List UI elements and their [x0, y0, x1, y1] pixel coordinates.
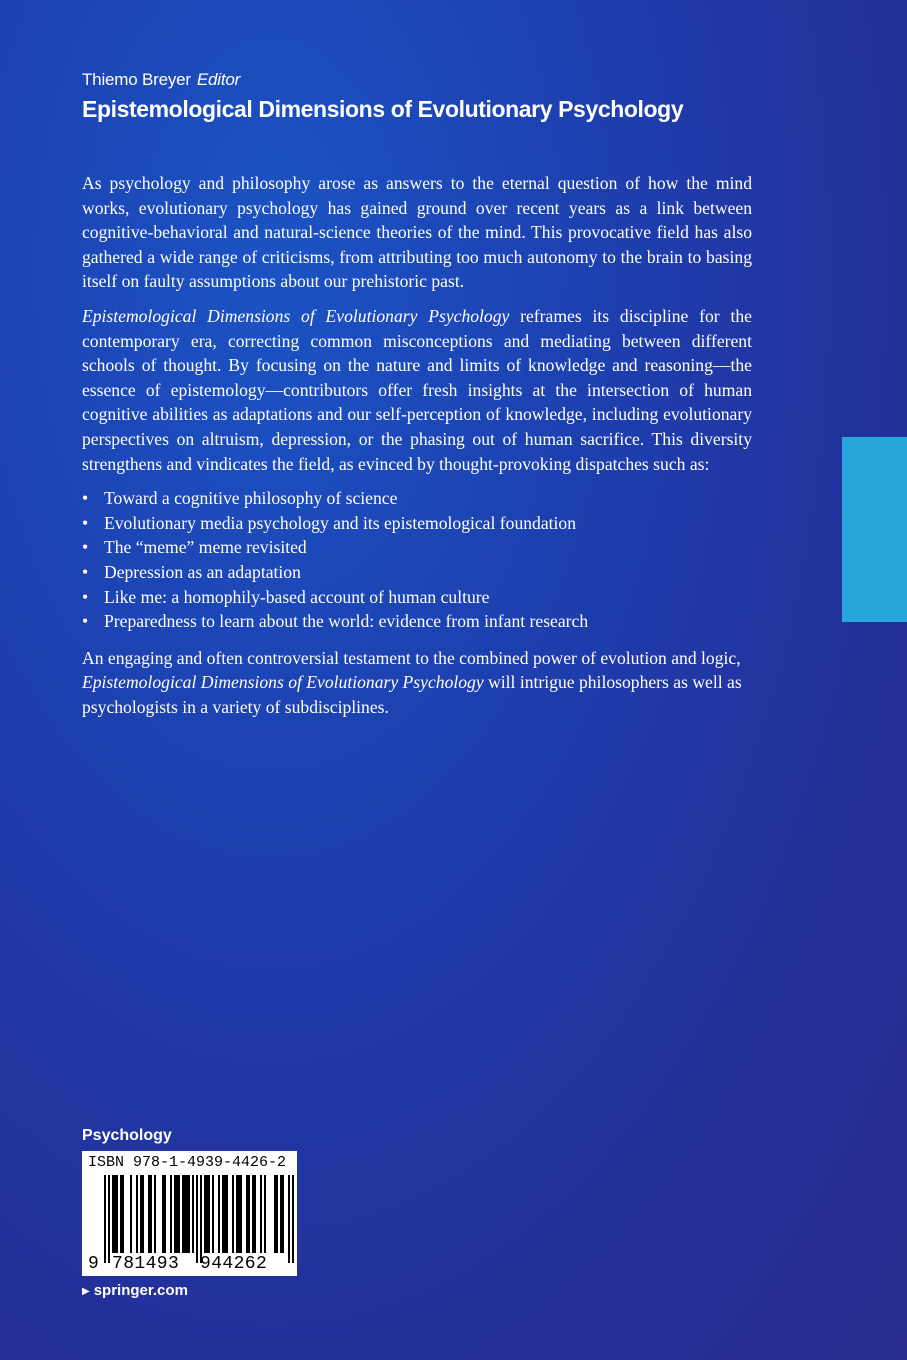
- barcode-bar: [254, 1175, 256, 1253]
- blurb-paragraph-3: [82, 646, 752, 720]
- barcode-bar: [170, 1175, 172, 1253]
- barcode-bar: [130, 1175, 132, 1253]
- barcode-digit-first: 9: [88, 1254, 99, 1274]
- bullet-dot: •: [82, 512, 89, 533]
- barcode-bar: [116, 1175, 118, 1253]
- barcode-bar: [232, 1175, 234, 1253]
- barcode-bar: [154, 1175, 156, 1253]
- barcode-bar: [260, 1175, 262, 1253]
- barcode-bar: [200, 1175, 202, 1263]
- bullet-text: Like me: a homophily-based account of human culture: [104, 586, 490, 607]
- barcode-bar: [204, 1175, 206, 1253]
- barcode-bar: [192, 1175, 194, 1253]
- barcode-bar: [226, 1175, 228, 1253]
- barcode-bar: [196, 1175, 198, 1263]
- barcode-bar: [142, 1175, 144, 1253]
- barcode-digit-group-1: 781493: [112, 1254, 180, 1274]
- barcode-bar: [240, 1175, 242, 1253]
- website-url: springer.com: [93, 1282, 188, 1299]
- barcode-bar: [186, 1175, 188, 1253]
- barcode-bar: [150, 1175, 152, 1253]
- isbn-label: ISBN 978-1-4939-4426-2: [88, 1154, 287, 1171]
- bullet-dot: •: [82, 611, 89, 632]
- barcode-bar: [114, 1175, 116, 1253]
- barcode-bar: [208, 1175, 210, 1253]
- barcode-bar: [246, 1175, 248, 1253]
- bullet-item: [82, 511, 752, 536]
- bullet-dot: •: [82, 488, 89, 509]
- isbn-barcode: [82, 1151, 297, 1276]
- barcode-bar: [236, 1175, 238, 1253]
- blurb-paragraph-2: [82, 304, 752, 476]
- arrow-right-icon: ▶: [82, 1286, 90, 1297]
- bullet-text: Depression as an adaptation: [104, 561, 301, 582]
- barcode-bar: [162, 1175, 164, 1253]
- barcode-bar: [182, 1175, 184, 1253]
- side-color-tab: [842, 437, 907, 622]
- barcode-bar: [292, 1175, 294, 1263]
- barcode-bar: [264, 1175, 266, 1253]
- bullet-text: Toward a cognitive philosophy of science: [104, 488, 398, 509]
- barcode-bar: [104, 1175, 106, 1263]
- bullet-dot: •: [82, 561, 89, 582]
- bullet-item: [82, 585, 752, 610]
- barcode-bar: [274, 1175, 276, 1253]
- barcode-bar: [122, 1175, 124, 1253]
- barcode-bar: [238, 1175, 240, 1253]
- editor-name: Thiemo Breyer: [82, 70, 191, 89]
- blurb-paragraph-3-end: will intrigue philosophers as well as psychologists in a variety of subdisciplines.: [82, 672, 742, 717]
- barcode-bar: [248, 1175, 250, 1253]
- barcode-bar: [212, 1175, 214, 1253]
- barcode-digit-group-2: 944262: [200, 1254, 268, 1274]
- barcode-bar: [222, 1175, 224, 1253]
- bullet-text: The “meme” meme revisited: [104, 537, 307, 558]
- barcode-bar: [174, 1175, 176, 1253]
- barcode-bar: [140, 1175, 142, 1253]
- barcode-bar: [148, 1175, 150, 1253]
- blurb-paragraph-1: As psychology and philosophy arose as answers to the eternal question of how the mind works, evolutionary psychology has gained ground over recent years as a link between cognitive-behavioral and natural-science theories of the mind. This provocative field has also gathered a wide range of criticisms, from attributing too much autonomy to the brain to basing itself on faulty assumptions about our prehistoric past.: [82, 173, 752, 292]
- barcode-bar: [178, 1175, 180, 1253]
- barcode-bar: [120, 1175, 122, 1253]
- blurb-paragraph-3-title: Epistemological Dimensions of Evolutionary Psychology: [82, 672, 484, 693]
- blurb: [82, 171, 752, 729]
- blurb-paragraph-2-text: reframes its discipline for the contemporary era, correcting common misconceptions and mediating between different schools of thought. By focusing on the nature and limits of knowledge and reasoning—the essence of epistemology—contributors offer fresh insights at the intersection of human cognitive abilities as adaptations and our self-perception of knowledge, including evolutionary perspectives on altruism, depression, or the phasing out of human sacrifice. This diversity strengthens and vindicates the field, as evinced by thought-provoking dispatches such as:: [82, 305, 752, 474]
- barcode-bar: [276, 1175, 278, 1253]
- barcode-bar: [184, 1175, 186, 1253]
- barcode-bar: [218, 1175, 220, 1253]
- barcode-bar: [108, 1175, 110, 1263]
- barcode-bar: [252, 1175, 254, 1253]
- bullet-dot: •: [82, 537, 89, 558]
- book-title: Epistemological Dimensions of Evolutionary Psychology: [82, 96, 684, 122]
- blurb-paragraph-3-lead: An engaging and often controversial testament to the combined power of evolution and logic,: [82, 647, 741, 668]
- bullet-text: Preparedness to learn about the world: evidence from infant research: [104, 611, 589, 632]
- barcode-bar: [288, 1175, 290, 1263]
- subject-category: Psychology: [82, 1127, 172, 1144]
- barcode-bar: [280, 1175, 282, 1253]
- barcode-bar: [176, 1175, 178, 1253]
- bullet-item: [82, 486, 752, 511]
- barcode-bar: [164, 1175, 166, 1253]
- blurb-paragraph-2-title: Epistemological Dimensions of Evolutionary Psychology: [82, 305, 510, 326]
- editor-role: Editor: [196, 70, 241, 89]
- bullet-dot: •: [82, 586, 89, 607]
- bullet-list: [82, 486, 752, 634]
- barcode-bar: [282, 1175, 284, 1253]
- bullet-item: [82, 535, 752, 560]
- barcode-bar: [188, 1175, 190, 1253]
- barcode-bar: [206, 1175, 208, 1253]
- editor-line: [82, 70, 240, 90]
- bullet-text: Evolutionary media psychology and its epistemological foundation: [104, 512, 577, 533]
- publisher-website[interactable]: [82, 1282, 188, 1299]
- barcode-bar: [136, 1175, 138, 1253]
- bullet-item: [82, 560, 752, 585]
- barcode-bar: [112, 1175, 114, 1253]
- barcode-bar: [224, 1175, 226, 1253]
- bullet-item: [82, 609, 752, 634]
